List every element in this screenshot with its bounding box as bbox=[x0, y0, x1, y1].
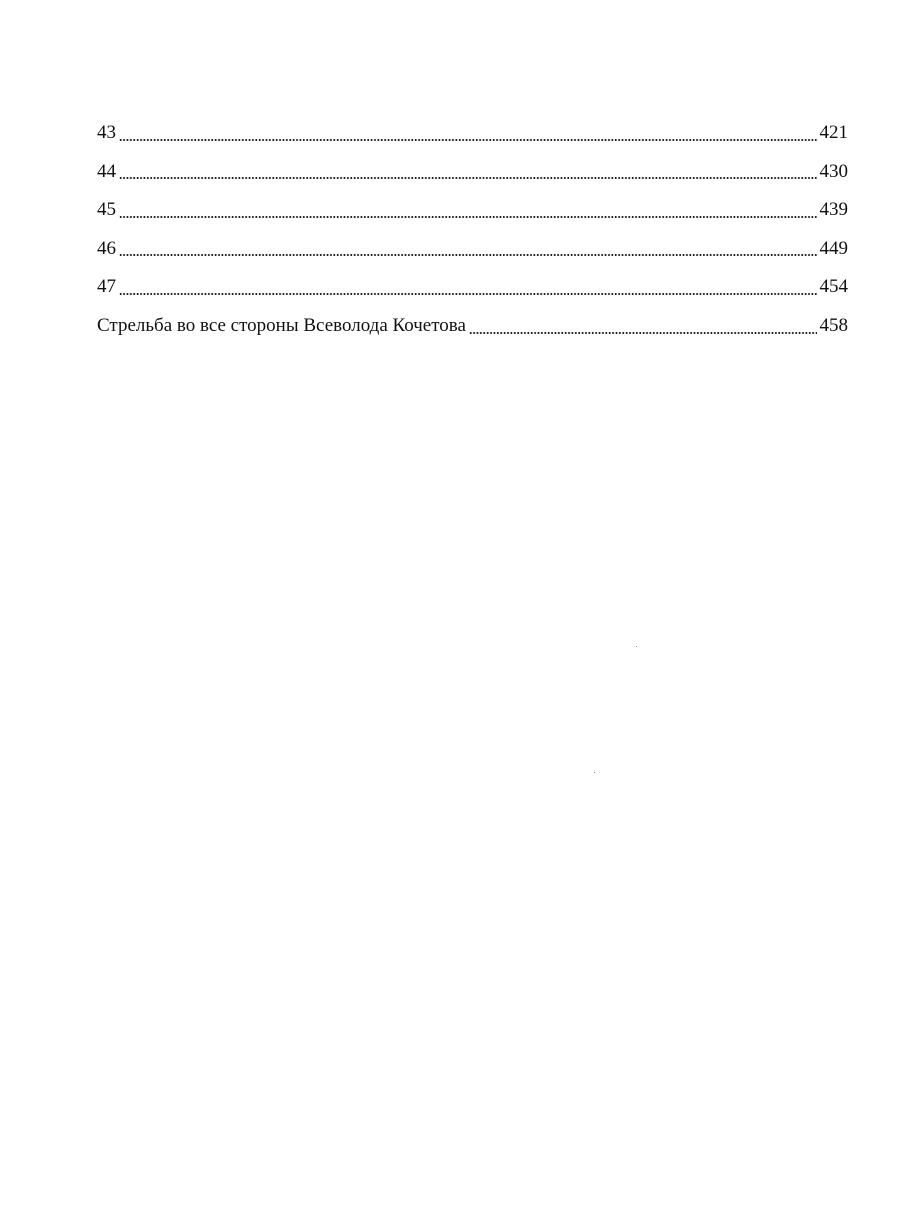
scan-speck bbox=[594, 772, 595, 773]
toc-entry[interactable] bbox=[97, 307, 848, 346]
scan-speck bbox=[636, 646, 637, 647]
table-of-contents bbox=[97, 114, 848, 346]
toc-entry-title: 45 bbox=[97, 199, 116, 221]
dot-leader bbox=[119, 254, 817, 256]
toc-entry-page-number: 449 bbox=[819, 237, 848, 259]
toc-entry[interactable] bbox=[97, 153, 848, 192]
dot-leader bbox=[119, 293, 817, 295]
dot-leader bbox=[119, 216, 817, 218]
toc-entry-title: 43 bbox=[97, 122, 116, 143]
toc-entry[interactable] bbox=[97, 230, 848, 269]
toc-entry-page-number: 430 bbox=[819, 160, 848, 182]
toc-entry-page-number: 458 bbox=[819, 314, 848, 336]
dot-leader bbox=[469, 332, 817, 334]
toc-entry-title: Стрельба во все стороны Всеволода Кочетова bbox=[97, 314, 466, 336]
toc-entry[interactable] bbox=[97, 191, 848, 230]
toc-entry[interactable] bbox=[97, 114, 848, 153]
toc-entry-title: 46 bbox=[97, 237, 116, 259]
toc-entry-page-number: 421 bbox=[819, 122, 848, 143]
toc-entry-title: 44 bbox=[97, 160, 116, 182]
dot-leader bbox=[119, 139, 817, 141]
dot-leader bbox=[119, 177, 817, 179]
toc-entry[interactable] bbox=[97, 268, 848, 307]
toc-entry-page-number: 439 bbox=[819, 199, 848, 221]
toc-entry-page-number: 454 bbox=[819, 276, 848, 298]
toc-entry-title: 47 bbox=[97, 276, 116, 298]
